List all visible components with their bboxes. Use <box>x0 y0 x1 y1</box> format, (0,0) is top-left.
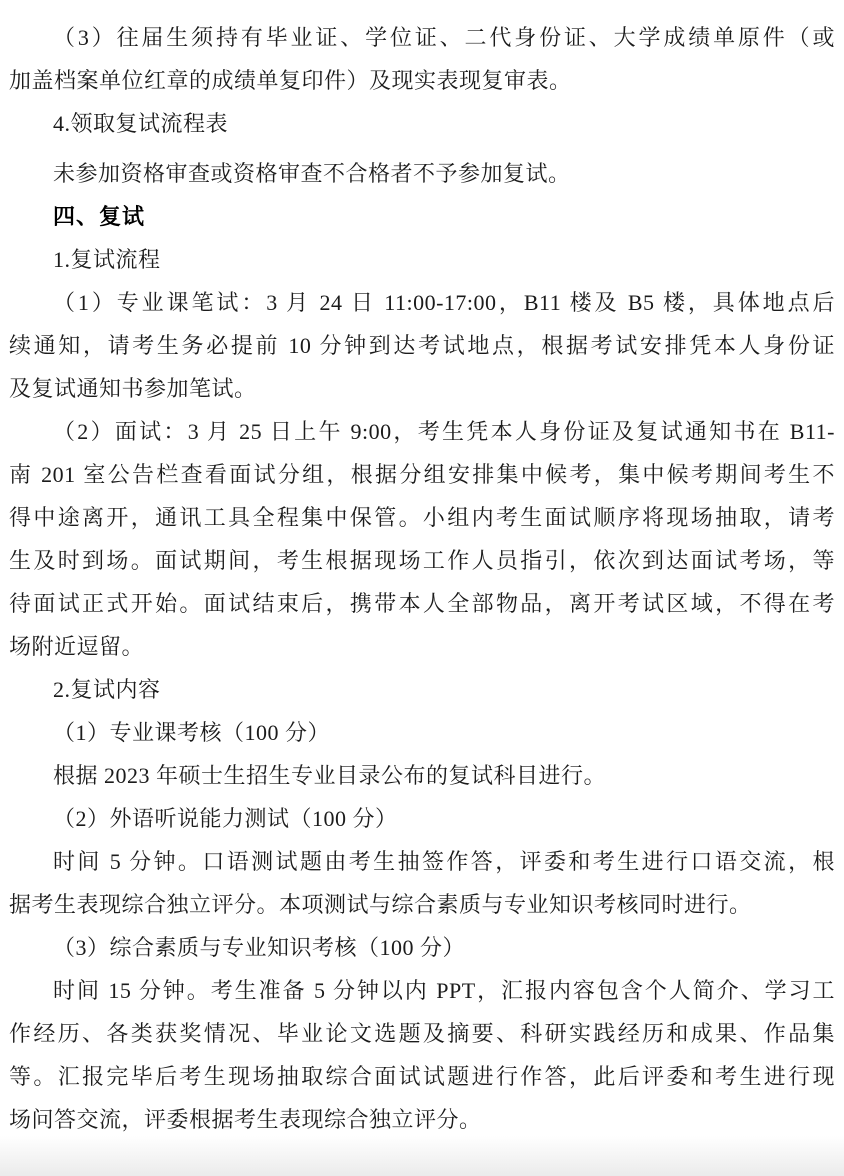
text-line: 等。汇报完毕后考生现场抽取综合面试试题进行作答，此后评委和考生进行现 <box>9 1064 835 1089</box>
text-line: 及复试通知书参加笔试。 <box>9 376 257 401</box>
text-line: （3）综合素质与专业知识考核（100 分） <box>53 935 466 960</box>
text-line: （3）往届生须持有毕业证、学位证、二代身份证、大学成绩单原件（或 <box>53 25 835 50</box>
text-line: 场附近逗留。 <box>9 634 145 659</box>
text-line: 时间 15 分钟。考生准备 5 分钟以内 PPT，汇报内容包含个人简介、学习工 <box>53 978 835 1003</box>
text-line: （1）专业课考核（100 分） <box>53 720 331 745</box>
text-line: 待面试正式开始。面试结束后，携带本人全部物品，离开考试区域，不得在考 <box>9 591 835 616</box>
text-line: 未参加资格审查或资格审查不合格者不予参加复试。 <box>53 161 571 186</box>
text-line: 加盖档案单位红章的成绩单复印件）及现实表现复审表。 <box>9 68 572 93</box>
text-line: 根据 2023 年硕士生招生专业目录公布的复试科目进行。 <box>53 763 607 788</box>
document-body <box>9 16 835 1141</box>
text-line: 2.复试内容 <box>53 677 161 702</box>
text-line: 场问答交流，评委根据考生表现综合独立评分。 <box>9 1107 482 1132</box>
page-bottom-edge <box>0 1136 844 1176</box>
text-line: 续通知，请考生务必提前 10 分钟到达考试地点，根据考试安排凭本人身份证 <box>9 333 835 358</box>
text-line: 据考生表现综合独立评分。本项测试与综合素质与专业知识考核同时进行。 <box>9 892 752 917</box>
text-line: （2）外语听说能力测试（100 分） <box>53 806 398 831</box>
section-heading: 四、复试 <box>53 204 146 229</box>
text-line: 南 201 室公告栏查看面试分组，根据分组安排集中候考，集中候考期间考生不 <box>9 462 835 487</box>
text-line: 生及时到场。面试期间，考生根据现场工作人员指引，依次到达面试考场，等 <box>9 548 835 573</box>
text-line: 1.复试流程 <box>53 247 161 272</box>
text-line: 作经历、各类获奖情况、毕业论文选题及摘要、科研实践经历和成果、作品集 <box>9 1021 835 1046</box>
text-line: （1）专业课笔试：3 月 24 日 11:00-17:00，B11 楼及 B5 楼，具体地点后 <box>53 290 835 315</box>
text-line: 4.领取复试流程表 <box>53 111 229 136</box>
text-line: 时间 5 分钟。口语测试题由考生抽签作答，评委和考生进行口语交流，根 <box>53 849 835 874</box>
text-line: （2）面试：3 月 25 日上午 9:00，考生凭本人身份证及复试通知书在 B11- <box>53 419 835 444</box>
text-line: 得中途离开，通讯工具全程集中保管。小组内考生面试顺序将现场抽取，请考 <box>9 505 835 530</box>
